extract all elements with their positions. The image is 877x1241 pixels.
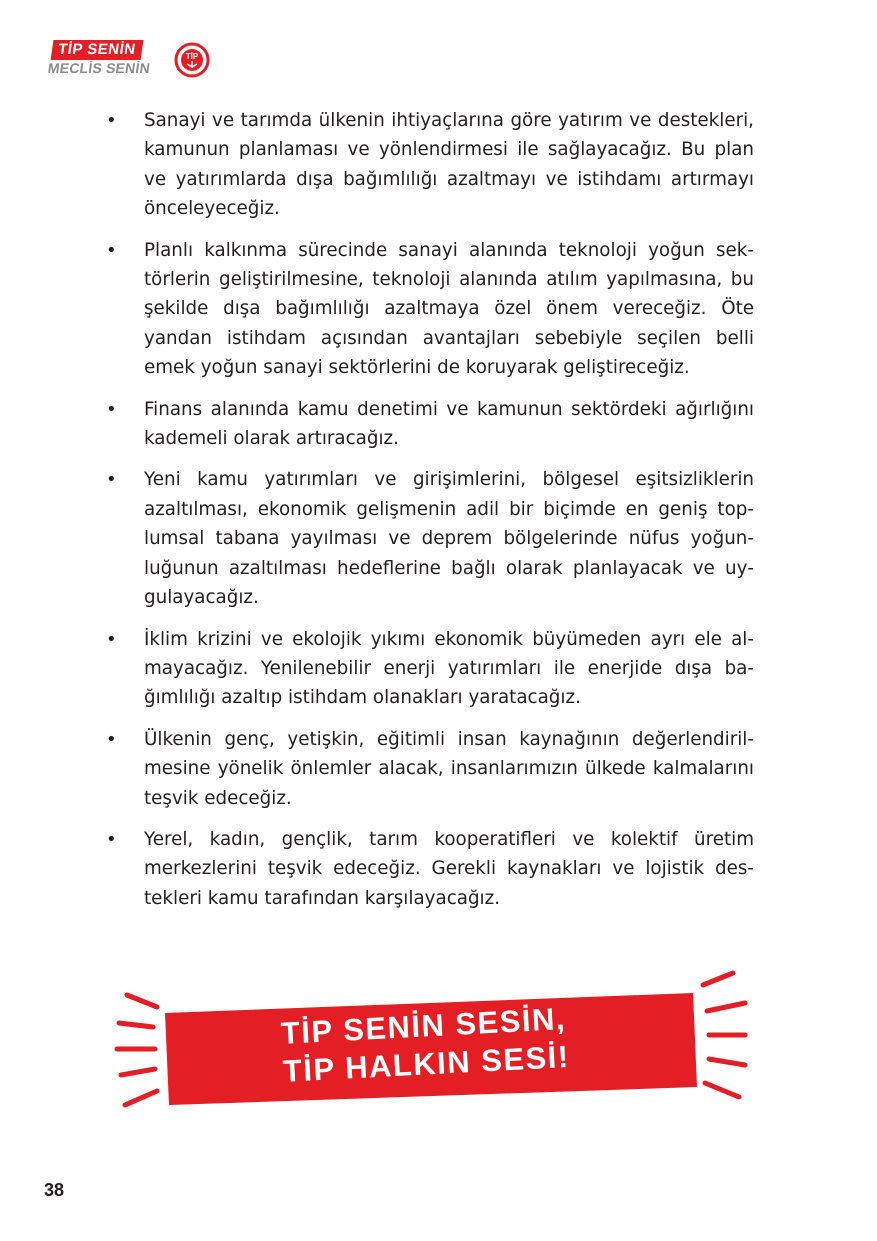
- list-item-text: Sanayi ve tarımda ülkenin ihtiyaçlarına göre yatırım ve destekleri, kamunun planlaması ve yönlendirmesi ile sağlayacağız. Bu plan ve yatırımlarda dışa bağımlılığı azaltmayı ve istihdamı artırmayı önceleyeceğiz.: [144, 110, 754, 220]
- bullet-icon: •: [106, 828, 117, 850]
- list-item: [104, 725, 754, 813]
- logo-line1: TİP SENİN: [51, 40, 143, 60]
- bullet-icon: •: [106, 728, 117, 750]
- bullet-icon: •: [106, 398, 117, 420]
- bullet-icon: •: [106, 469, 117, 491]
- list-item-text: Planlı kalkınma sürecinde sanayi alanında teknoloji yoğun sektörlerin geliştirilmesine, teknoloji alanında atılım yapılmasına, bu şekilde dışa bağımlılığı azaltmaya özel önem vereceğiz. Öte yandan istihdam açısından avantajları sebebiyle seçilen belli emek yoğun sanayi sektörlerini de koruyarak geliştireceğiz.: [144, 239, 754, 379]
- banner-line2: TİP HALKIN SESİ!: [282, 1038, 571, 1089]
- bullet-icon: •: [106, 239, 117, 261]
- list-item-text: Ülkenin genç, yetişkin, eğitimli insan kaynağının değerlendirilmesine yönelik önlemler alacak, insanlarımızın ülkede kalmalarını teşvik edeceğiz.: [144, 728, 754, 809]
- slogan-banner: [105, 965, 765, 1125]
- list-item-text: Finans alanında kamu denetimi ve kamunun sektördeki ağırlığını kademeli olarak artıracağız.: [144, 398, 754, 450]
- left-burst-icon: [117, 995, 157, 1105]
- logo-line2: MECLİS SENİN: [46, 60, 152, 76]
- bullet-icon: •: [106, 110, 117, 131]
- list-item: [104, 395, 754, 454]
- list-item-text: İklim krizini ve ekolojik yıkımı ekonomik büyümeden ayrı ele almayacağız. Yenilenebilir enerji yatırımları ile enerjide dışa bağımlılığı azaltıp istihdam olanakları yaratacağız.: [144, 628, 754, 709]
- list-item: [104, 825, 754, 913]
- list-item: [104, 465, 754, 612]
- party-logo: [44, 38, 214, 84]
- party-emblem-icon: [174, 42, 210, 78]
- main-content: [104, 106, 754, 925]
- list-item: [104, 236, 754, 383]
- bullet-list: [104, 106, 754, 913]
- list-item-text: Yerel, kadın, gençlik, tarım kooperatifleri ve kolektif üretim merkezlerini teşvik edeceğiz. Gerekli kaynakları ve lojistik destekleri kamu tarafından karşılayacağız.: [144, 828, 754, 909]
- list-item-text: Yeni kamu yatırımları ve girişimlerini, bölgesel eşitsizliklerin azaltılması, ekonomik gelişmenin adil bir biçimde en geniş toplumsal tabana yayılması ve deprem bölgelerinde nüfus yoğunluğunun azaltılması hedeflerine bağlı olarak planlayacak ve uygulayacağız.: [144, 469, 754, 609]
- right-burst-icon: [703, 973, 745, 1097]
- banner-line1: TİP SENİN SESİN,: [280, 1001, 567, 1051]
- page-number: 38: [44, 1180, 65, 1200]
- bullet-icon: •: [106, 628, 117, 650]
- list-item: [104, 106, 754, 224]
- list-item: [104, 625, 754, 713]
- emblem-text: TİP: [185, 52, 199, 61]
